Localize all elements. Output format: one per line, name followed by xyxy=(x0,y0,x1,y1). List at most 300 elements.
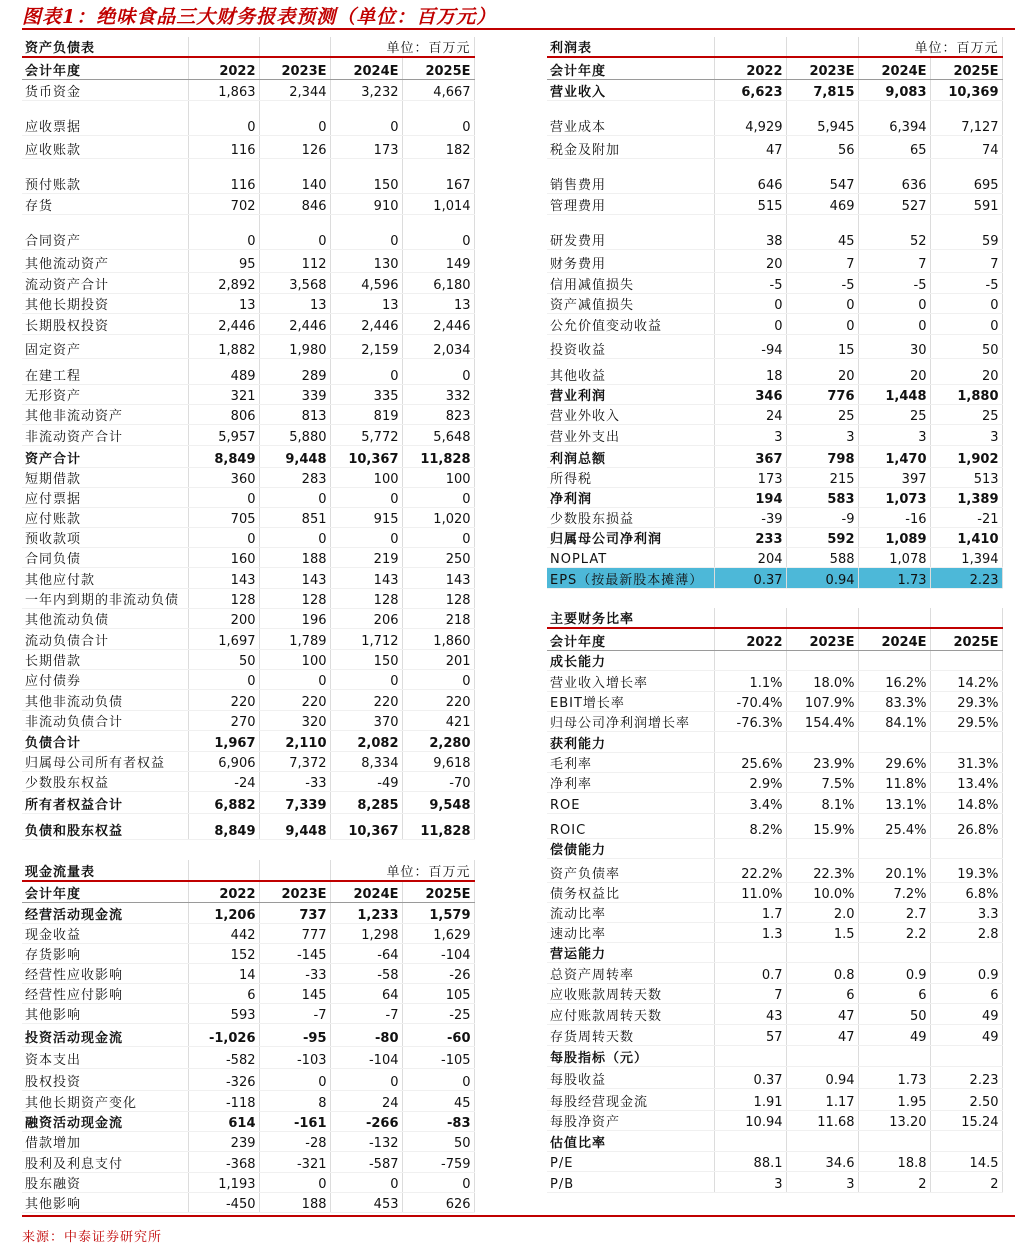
table-row xyxy=(22,730,474,751)
row-value: -28 xyxy=(259,1131,330,1151)
row-value: -60 xyxy=(402,1023,474,1046)
table-row xyxy=(22,507,474,527)
row-value: 0 xyxy=(188,487,259,507)
row-label: 所有者权益合计 xyxy=(22,791,188,813)
row-value: 1,014 xyxy=(402,193,474,214)
row-value: 15 xyxy=(786,334,858,358)
row-value: 3 xyxy=(714,424,786,445)
row-value xyxy=(930,1130,1002,1151)
row-label: 其他影响 xyxy=(22,1192,188,1212)
row-label: 营业成本 xyxy=(547,100,714,135)
row-value: 0 xyxy=(330,214,402,249)
row-label: 每股收益 xyxy=(547,1066,714,1088)
row-value: 143 xyxy=(402,567,474,588)
row-value: 4,929 xyxy=(714,100,786,135)
row-label: 长期股权投资 xyxy=(22,313,188,334)
row-value: 593 xyxy=(188,1003,259,1023)
table-row xyxy=(22,1151,474,1172)
row-label: 存货 xyxy=(22,193,188,214)
row-value: -5 xyxy=(714,272,786,293)
row-value: 798 xyxy=(786,445,858,467)
row-value: 1,193 xyxy=(188,1172,259,1192)
row-value: -9 xyxy=(786,507,858,527)
row-value: 646 xyxy=(714,158,786,193)
row-value: 9,448 xyxy=(259,813,330,839)
row-value: 206 xyxy=(330,608,402,628)
row-value: 7,127 xyxy=(930,100,1002,135)
row-value: 1,789 xyxy=(259,628,330,649)
row-value: 38 xyxy=(714,214,786,249)
row-value: 1,882 xyxy=(188,334,259,358)
row-label: 研发费用 xyxy=(547,214,714,249)
row-value: 2,892 xyxy=(188,272,259,293)
row-label: NOPLAT xyxy=(547,547,714,567)
row-value: 13 xyxy=(188,293,259,313)
row-value: 188 xyxy=(259,547,330,567)
header-label: 会计年度 xyxy=(22,881,188,902)
table-row xyxy=(547,293,1002,313)
row-value: 22.3% xyxy=(786,858,858,882)
row-value: 0 xyxy=(930,313,1002,334)
row-value: 6,180 xyxy=(402,272,474,293)
row-value: 250 xyxy=(402,547,474,567)
row-value: 88.1 xyxy=(714,1151,786,1171)
table-row xyxy=(22,358,474,384)
ratios-table xyxy=(547,608,1003,1193)
row-value: 13.4% xyxy=(930,772,1002,792)
row-label: 资产负债率 xyxy=(547,858,714,882)
row-value: 0 xyxy=(402,1172,474,1192)
row-value: 201 xyxy=(402,649,474,669)
table-row xyxy=(22,689,474,710)
row-value: 50 xyxy=(188,649,259,669)
row-value: 173 xyxy=(330,135,402,158)
row-value: 2,446 xyxy=(330,313,402,334)
row-value: 30 xyxy=(858,334,930,358)
table-row xyxy=(22,669,474,689)
row-value: -16 xyxy=(858,507,930,527)
row-value: 5,648 xyxy=(402,424,474,445)
table-row xyxy=(547,922,1002,942)
row-value: 321 xyxy=(188,384,259,404)
table-row xyxy=(22,334,474,358)
row-value: 13 xyxy=(330,293,402,313)
row-value: 239 xyxy=(188,1131,259,1151)
row-value: -266 xyxy=(330,1111,402,1131)
table-row xyxy=(22,1172,474,1192)
table-row xyxy=(22,272,474,293)
row-value: 25.4% xyxy=(858,813,930,838)
row-value: 1,697 xyxy=(188,628,259,649)
table-row xyxy=(22,100,474,135)
table-row xyxy=(22,1111,474,1131)
row-label: 应收账款周转天数 xyxy=(547,983,714,1003)
row-label: 应付账款 xyxy=(22,507,188,527)
row-value: -70.4% xyxy=(714,691,786,711)
row-value: -326 xyxy=(188,1068,259,1090)
row-label: 合同负债 xyxy=(22,547,188,567)
row-label: 流动资产合计 xyxy=(22,272,188,293)
row-value: 188 xyxy=(259,1192,330,1212)
row-value: 152 xyxy=(188,943,259,963)
row-value: 11,828 xyxy=(402,445,474,467)
row-value: 6.8% xyxy=(930,882,1002,902)
row-value: 8,285 xyxy=(330,791,402,813)
row-value: -33 xyxy=(259,771,330,791)
row-value: 1.5 xyxy=(786,922,858,942)
table-row xyxy=(547,158,1002,193)
table-row xyxy=(547,567,1002,588)
row-value: 453 xyxy=(330,1192,402,1212)
row-value: -7 xyxy=(330,1003,402,1023)
row-value: 1,967 xyxy=(188,730,259,751)
year-header: 2023E xyxy=(786,57,858,79)
row-value: 145 xyxy=(259,983,330,1003)
row-value xyxy=(786,731,858,752)
row-value: 64 xyxy=(330,983,402,1003)
row-value: 204 xyxy=(714,547,786,567)
row-value: 360 xyxy=(188,467,259,487)
section-header xyxy=(547,37,1002,57)
row-value: 397 xyxy=(858,467,930,487)
unit-label: 单位：百万元 xyxy=(330,37,474,57)
row-label: 其他流动负债 xyxy=(22,608,188,628)
table-row xyxy=(547,813,1002,838)
row-value: 95 xyxy=(188,249,259,272)
row-value xyxy=(714,1130,786,1151)
row-label: 财务费用 xyxy=(547,249,714,272)
row-value: 50 xyxy=(858,1003,930,1024)
row-value: 915 xyxy=(330,507,402,527)
row-value: 167 xyxy=(402,158,474,193)
row-value: 442 xyxy=(188,923,259,943)
row-value: -95 xyxy=(259,1023,330,1046)
row-label: 资本支出 xyxy=(22,1046,188,1068)
row-value: 626 xyxy=(402,1192,474,1212)
row-value: 57 xyxy=(714,1024,786,1045)
row-value xyxy=(714,650,786,670)
row-label: 税金及附加 xyxy=(547,135,714,158)
row-value: 11.8% xyxy=(858,772,930,792)
table-row xyxy=(22,588,474,608)
row-value: 15.9% xyxy=(786,813,858,838)
row-value: 116 xyxy=(188,158,259,193)
row-value: 18.0% xyxy=(786,670,858,691)
year-header: 2024E xyxy=(858,628,930,650)
row-value: 0 xyxy=(259,669,330,689)
row-value: 49 xyxy=(930,1024,1002,1045)
row-label: ROE xyxy=(547,792,714,813)
row-label: 估值比率 xyxy=(547,1130,714,1151)
row-label: 偿债能力 xyxy=(547,838,714,858)
row-value: -118 xyxy=(188,1090,259,1111)
table-row xyxy=(22,1068,474,1090)
table-row xyxy=(22,547,474,567)
row-value: 220 xyxy=(330,689,402,710)
row-value: 83.3% xyxy=(858,691,930,711)
row-value: 0 xyxy=(858,293,930,313)
row-value: 1,410 xyxy=(930,527,1002,547)
row-value: 65 xyxy=(858,135,930,158)
row-value: 270 xyxy=(188,710,259,730)
table-row xyxy=(547,445,1002,467)
row-label: 营业收入 xyxy=(547,79,714,100)
table-row xyxy=(22,424,474,445)
row-label: 投资活动现金流 xyxy=(22,1023,188,1046)
year-header: 2025E xyxy=(930,628,1002,650)
row-label: 其他长期投资 xyxy=(22,293,188,313)
row-value: -70 xyxy=(402,771,474,791)
row-value: 6 xyxy=(188,983,259,1003)
table-row xyxy=(547,334,1002,358)
row-value: 6,906 xyxy=(188,751,259,771)
row-value: -5 xyxy=(858,272,930,293)
year-header: 2025E xyxy=(930,57,1002,79)
row-value xyxy=(786,942,858,962)
row-value: 813 xyxy=(259,404,330,424)
row-label: 经营活动现金流 xyxy=(22,902,188,923)
row-value: 107.9% xyxy=(786,691,858,711)
row-value: 367 xyxy=(714,445,786,467)
table-row xyxy=(22,628,474,649)
year-header: 2024E xyxy=(330,57,402,79)
row-value: 1,394 xyxy=(930,547,1002,567)
row-value: -94 xyxy=(714,334,786,358)
row-value: 19.3% xyxy=(930,858,1002,882)
row-value: 513 xyxy=(930,467,1002,487)
row-value: 154.4% xyxy=(786,711,858,731)
row-value: -83 xyxy=(402,1111,474,1131)
row-value: 182 xyxy=(402,135,474,158)
row-value: 5,880 xyxy=(259,424,330,445)
row-value: 2,034 xyxy=(402,334,474,358)
row-value: 13.1% xyxy=(858,792,930,813)
table-row xyxy=(547,507,1002,527)
row-value: 140 xyxy=(259,158,330,193)
row-value: 34.6 xyxy=(786,1151,858,1171)
table-row xyxy=(22,158,474,193)
row-value: 219 xyxy=(330,547,402,567)
row-value: 2,280 xyxy=(402,730,474,751)
row-value: 6,394 xyxy=(858,100,930,135)
row-value: 0.9 xyxy=(930,962,1002,983)
row-label: 投资收益 xyxy=(547,334,714,358)
year-header: 2025E xyxy=(402,57,474,79)
table-row xyxy=(547,983,1002,1003)
row-value: 50 xyxy=(930,334,1002,358)
row-value: 29.6% xyxy=(858,752,930,772)
row-label: 获利能力 xyxy=(547,731,714,752)
table-row xyxy=(547,902,1002,922)
row-value: 0 xyxy=(330,669,402,689)
row-label: 货币资金 xyxy=(22,79,188,100)
row-value: 614 xyxy=(188,1111,259,1131)
row-value: 11,828 xyxy=(402,813,474,839)
row-value: 49 xyxy=(930,1003,1002,1024)
row-value: 7,372 xyxy=(259,751,330,771)
row-label: 借款增加 xyxy=(22,1131,188,1151)
row-label: 预收款项 xyxy=(22,527,188,547)
table-row xyxy=(547,772,1002,792)
table-row xyxy=(22,467,474,487)
row-value: 4,667 xyxy=(402,79,474,100)
row-value: 49 xyxy=(858,1024,930,1045)
row-value: 0 xyxy=(259,1172,330,1192)
row-value: 24 xyxy=(714,404,786,424)
row-value: 128 xyxy=(330,588,402,608)
row-label: 销售费用 xyxy=(547,158,714,193)
row-label: 合同资产 xyxy=(22,214,188,249)
row-value: 45 xyxy=(402,1090,474,1111)
row-value: 0 xyxy=(402,100,474,135)
row-value: 25 xyxy=(786,404,858,424)
row-value xyxy=(858,838,930,858)
row-label: 无形资产 xyxy=(22,384,188,404)
row-value xyxy=(858,1045,930,1066)
row-label: EPS（按最新股本摊薄） xyxy=(547,567,714,588)
row-label: 每股指标（元） xyxy=(547,1045,714,1066)
row-value: 1,980 xyxy=(259,334,330,358)
table-row xyxy=(22,963,474,983)
row-value: 7.2% xyxy=(858,882,930,902)
row-value: 3 xyxy=(858,424,930,445)
row-value: 737 xyxy=(259,902,330,923)
row-value: 1,712 xyxy=(330,628,402,649)
table-row xyxy=(547,670,1002,691)
row-value: -58 xyxy=(330,963,402,983)
row-value: 1,020 xyxy=(402,507,474,527)
row-value: 1,880 xyxy=(930,384,1002,404)
row-label: 存货周转天数 xyxy=(547,1024,714,1045)
header-label: 会计年度 xyxy=(22,57,188,79)
row-value: 0 xyxy=(402,1068,474,1090)
row-label: 股利及利息支付 xyxy=(22,1151,188,1172)
row-value: 823 xyxy=(402,404,474,424)
row-value: 143 xyxy=(330,567,402,588)
row-label: 非流动资产合计 xyxy=(22,424,188,445)
row-label: 预付账款 xyxy=(22,158,188,193)
row-value: 220 xyxy=(402,689,474,710)
row-value: 196 xyxy=(259,608,330,628)
row-value: 0 xyxy=(786,293,858,313)
row-value: 2,446 xyxy=(259,313,330,334)
table-row xyxy=(547,487,1002,507)
row-value: 100 xyxy=(330,467,402,487)
row-value: 583 xyxy=(786,487,858,507)
row-label: P/B xyxy=(547,1171,714,1192)
table-row xyxy=(547,1171,1002,1192)
table-row xyxy=(22,567,474,588)
row-value xyxy=(786,838,858,858)
row-value: 233 xyxy=(714,527,786,547)
row-value xyxy=(858,942,930,962)
row-value: 588 xyxy=(786,547,858,567)
table-row xyxy=(547,100,1002,135)
row-value: 20 xyxy=(786,358,858,384)
row-value: -105 xyxy=(402,1046,474,1068)
table-row xyxy=(22,902,474,923)
row-value: 8 xyxy=(259,1090,330,1111)
row-value: 0.94 xyxy=(786,567,858,588)
section-header xyxy=(22,860,474,881)
row-label: 毛利率 xyxy=(547,752,714,772)
row-label: 经营性应付影响 xyxy=(22,983,188,1003)
row-value: 116 xyxy=(188,135,259,158)
row-value: 31.3% xyxy=(930,752,1002,772)
row-value: 7 xyxy=(930,249,1002,272)
row-value: 2.0 xyxy=(786,902,858,922)
section-header xyxy=(547,608,1002,628)
column-header-row xyxy=(547,57,1002,79)
table-row xyxy=(22,249,474,272)
row-label: 其他影响 xyxy=(22,1003,188,1023)
row-value: 5,957 xyxy=(188,424,259,445)
table-row xyxy=(22,771,474,791)
table-row xyxy=(547,467,1002,487)
row-label: 一年内到期的非流动负债 xyxy=(22,588,188,608)
table-row xyxy=(22,214,474,249)
row-value: 2.9% xyxy=(714,772,786,792)
row-value xyxy=(714,1045,786,1066)
row-label: 其他应付款 xyxy=(22,567,188,588)
row-value: 14 xyxy=(188,963,259,983)
row-value: 0.94 xyxy=(786,1066,858,1088)
table-row xyxy=(22,135,474,158)
row-value xyxy=(930,838,1002,858)
table-row xyxy=(22,813,474,839)
row-label: 固定资产 xyxy=(22,334,188,358)
row-value: -49 xyxy=(330,771,402,791)
row-value: 52 xyxy=(858,214,930,249)
row-value: 1,089 xyxy=(858,527,930,547)
row-value: 128 xyxy=(402,588,474,608)
blank-cell xyxy=(858,608,930,628)
row-value: 3,232 xyxy=(330,79,402,100)
row-label: 成长能力 xyxy=(547,650,714,670)
row-value: 1.17 xyxy=(786,1088,858,1110)
table-row xyxy=(22,923,474,943)
row-value: 2,446 xyxy=(402,313,474,334)
row-value: 1.7 xyxy=(714,902,786,922)
table-row xyxy=(22,313,474,334)
row-value: 25.6% xyxy=(714,752,786,772)
row-value: 43 xyxy=(714,1003,786,1024)
row-value: 2.8 xyxy=(930,922,1002,942)
row-value: 20 xyxy=(714,249,786,272)
row-value: 515 xyxy=(714,193,786,214)
row-label: 经营性应收影响 xyxy=(22,963,188,983)
row-value: 22.2% xyxy=(714,858,786,882)
row-label: 现金收益 xyxy=(22,923,188,943)
blank-cell xyxy=(930,608,1002,628)
column-header-row xyxy=(22,57,474,79)
row-value: 1,389 xyxy=(930,487,1002,507)
row-label: 其他流动资产 xyxy=(22,249,188,272)
row-value: 705 xyxy=(188,507,259,527)
table-row xyxy=(547,1110,1002,1130)
figure-title: 图表1：绝味食品三大财务报表预测（单位：百万元） xyxy=(22,6,497,28)
row-value: 289 xyxy=(259,358,330,384)
blank-cell xyxy=(786,608,858,628)
row-value: 0 xyxy=(330,1068,402,1090)
row-value: 5,945 xyxy=(786,100,858,135)
row-value: 47 xyxy=(786,1003,858,1024)
row-label: 速动比率 xyxy=(547,922,714,942)
row-value: 1,902 xyxy=(930,445,1002,467)
row-label: P/E xyxy=(547,1151,714,1171)
source-note: 来源：中泰证券研究所 xyxy=(22,1230,163,1245)
row-value: 10,367 xyxy=(330,445,402,467)
